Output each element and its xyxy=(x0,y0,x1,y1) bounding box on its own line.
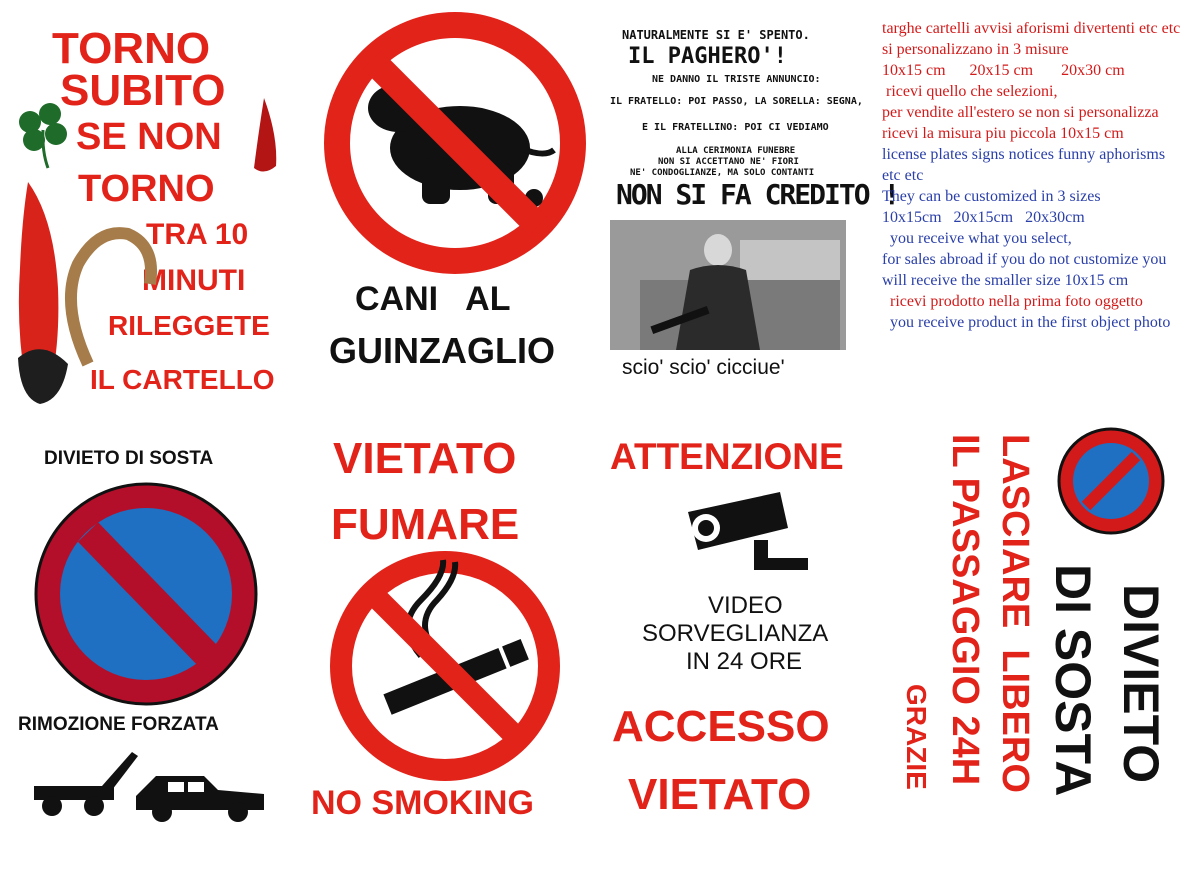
video-sorveglianza-sign xyxy=(600,420,890,840)
necro-line-9: NON SI FA CREDITO ! xyxy=(616,178,899,211)
clover-icon xyxy=(12,100,74,170)
no-parking-small-icon xyxy=(1056,426,1166,536)
passaggio-sign xyxy=(890,420,1190,850)
info-it-3: 10x15 cm 20x15 cm 20x30 cm xyxy=(882,62,1125,79)
necro-line-5: E IL FRATELLINO: POI CI VEDIAMO xyxy=(642,122,829,133)
torno-line-2: SUBITO xyxy=(60,66,226,115)
no-smoking-icon xyxy=(325,546,565,786)
necrologio-sign xyxy=(608,20,899,390)
video-vietato: VIETATO xyxy=(628,770,812,819)
divieto-sosta-rimozione-sign xyxy=(0,430,300,850)
torno-line-5: TRA 10 xyxy=(146,218,249,251)
passaggio-lasciare-libero: LASCIARE LIBERO xyxy=(994,434,1036,793)
necro-line-6: ALLA CERIMONIA FUNEBRE xyxy=(676,146,796,156)
product-info-text xyxy=(882,18,1182,333)
info-it-4: ricevi quello che selezioni, xyxy=(882,83,1058,100)
info-it-5: per vendite all'estero se non si personalizza ricevi la misura piu piccola 10x15 cm xyxy=(882,104,1159,142)
video-line-3: IN 24 ORE xyxy=(686,648,803,675)
torno-line-7: RILEGGETE xyxy=(108,310,270,341)
info-en-1: license plates signs notices funny aphorisms etc etc xyxy=(882,146,1166,184)
necro-line-3: NE DANNO IL TRISTE ANNUNCIO: xyxy=(652,74,821,85)
cani-guinzaglio-sign xyxy=(315,0,605,420)
info-en-3: 10x15cm 20x15cm 20x30cm xyxy=(882,209,1085,226)
info-en-2: They can be customized in 3 sizes xyxy=(882,188,1101,205)
video-accesso: ACCESSO xyxy=(612,702,830,751)
necro-line-2: IL PAGHERO'! xyxy=(628,44,787,69)
torno-subito-sign xyxy=(0,0,310,420)
info-en-4: you receive what you select, xyxy=(882,230,1072,247)
torno-line-6: MINUTI xyxy=(142,264,246,297)
necro-line-1: NATURALMENTE SI E' SPENTO. xyxy=(622,28,810,42)
necro-line-8: NE' CONDOGLIANZE, MA SOLO CONTANTI xyxy=(630,168,815,178)
cani-line-2: GUINZAGLIO xyxy=(329,330,555,371)
fumare-line-3: NO SMOKING xyxy=(311,784,534,822)
vietato-fumare-sign xyxy=(305,420,595,840)
no-dog-poop-icon xyxy=(320,8,590,278)
torno-line-1: TORNO xyxy=(52,24,211,73)
cani-line-1: CANI AL xyxy=(355,280,511,318)
dictator-photo xyxy=(610,220,846,350)
torno-line-8: IL CARTELLO xyxy=(90,364,275,395)
tow-truck-icon xyxy=(32,746,272,822)
passaggio-il-passaggio: IL PASSAGGIO 24H xyxy=(944,434,986,786)
passaggio-grazie: GRAZIE xyxy=(901,684,932,790)
info-it-end: ricevi prodotto nella prima foto oggetto xyxy=(882,293,1143,310)
passaggio-divieto: DIVIETO xyxy=(1113,584,1169,784)
torno-line-3: SE NON xyxy=(76,116,222,158)
video-line-2: SORVEGLIANZA xyxy=(642,620,829,647)
info-en-end: you receive product in the first object photo xyxy=(882,314,1171,331)
horseshoe-icon xyxy=(58,224,158,374)
torno-line-4: TORNO xyxy=(78,168,215,210)
info-en-5: for sales abroad if you do not customize you will receive the smaller size 10x15 cm xyxy=(882,251,1167,289)
passaggio-di-sosta: DI SOSTA xyxy=(1045,564,1101,797)
security-camera-icon xyxy=(684,488,814,588)
horn-icon xyxy=(250,96,280,176)
fumare-line-2: FUMARE xyxy=(331,500,520,549)
no-parking-icon xyxy=(26,474,266,714)
sosta-bottom-label: RIMOZIONE FORZATA xyxy=(18,714,219,735)
necro-line-4: IL FRATELLO: POI PASSO, LA SORELLA: SEGNA, xyxy=(610,96,863,107)
sosta-top-label: DIVIETO DI SOSTA xyxy=(44,448,214,469)
info-it-2: si personalizzano in 3 misure xyxy=(882,41,1069,58)
info-it-1: targhe cartelli avvisi aforismi divertenti etc etc xyxy=(882,20,1181,37)
video-attenzione: ATTENZIONE xyxy=(610,436,844,477)
fumare-line-1: VIETATO xyxy=(333,434,517,483)
video-line-1: VIDEO xyxy=(708,592,783,619)
necro-caption: scio' scio' cicciue' xyxy=(622,356,785,379)
necro-line-7: NON SI ACCETTANO NE' FIORI xyxy=(658,157,799,167)
